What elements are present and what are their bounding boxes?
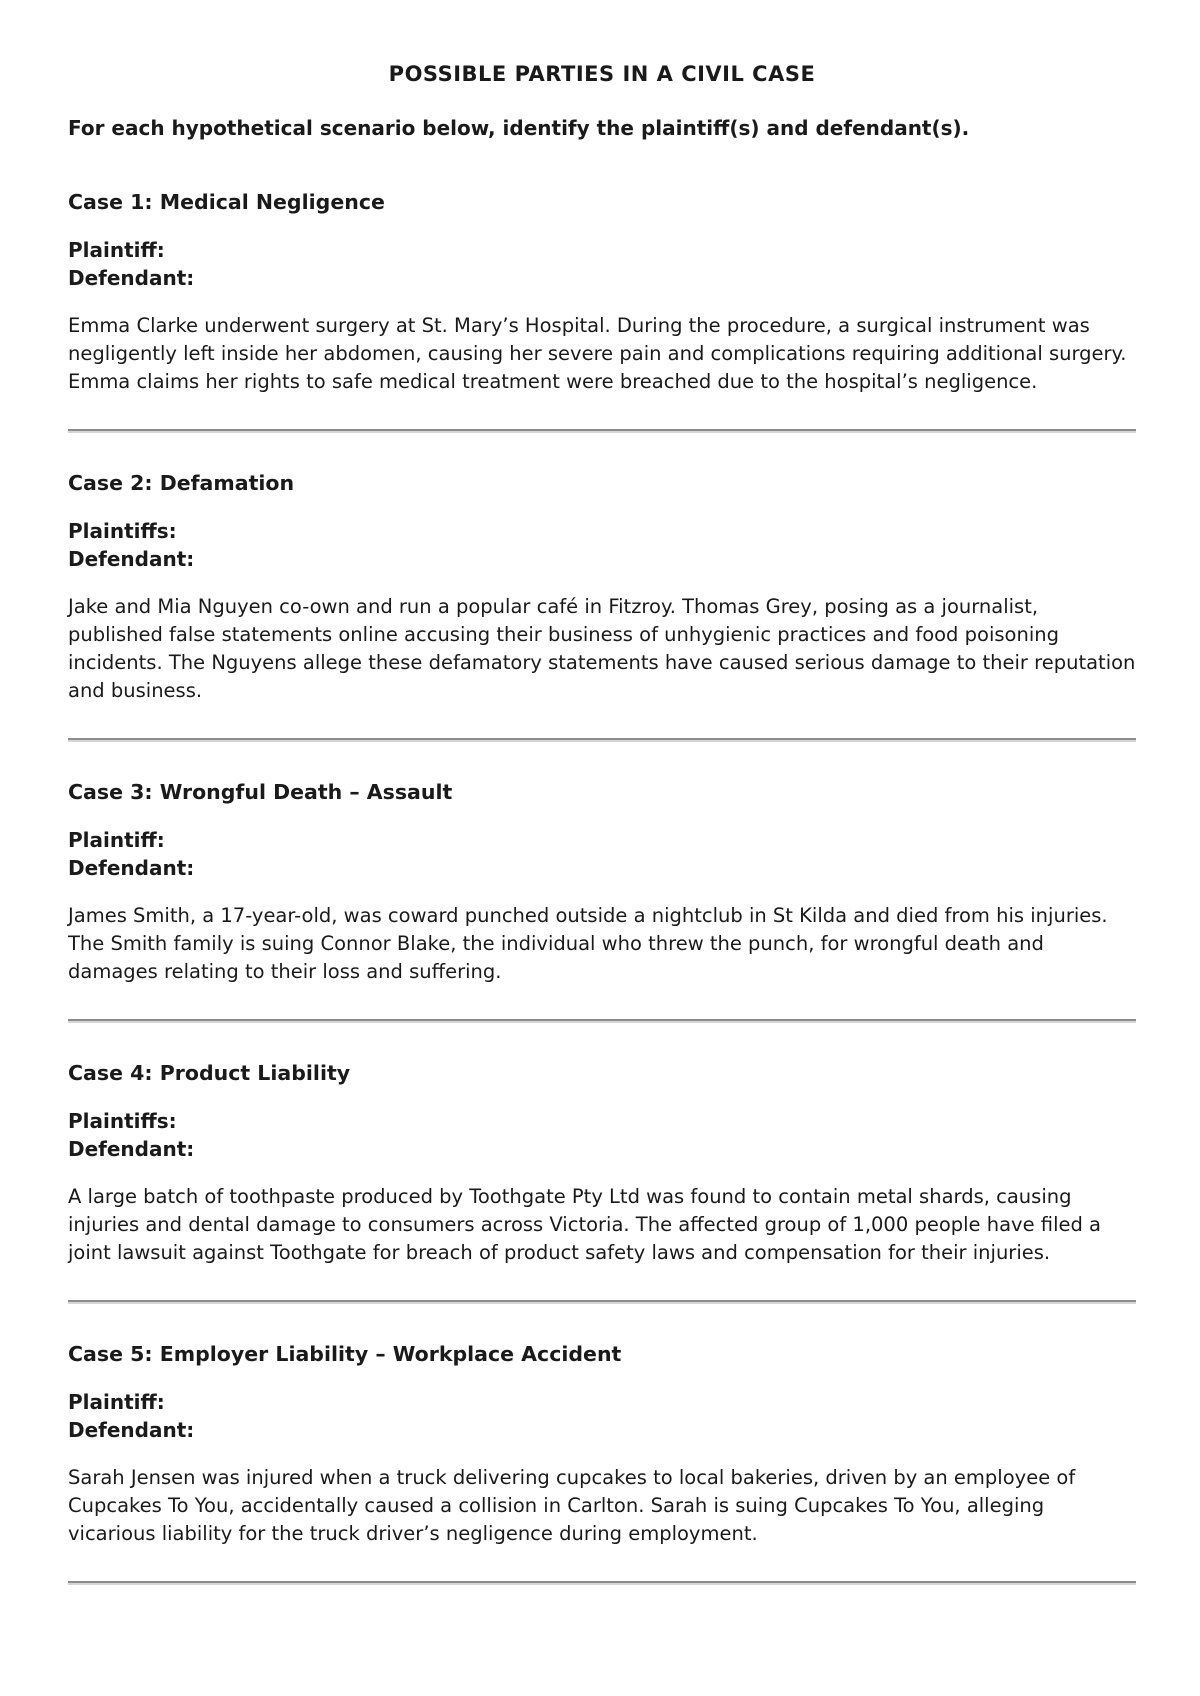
case-section-3 — [68, 780, 1136, 985]
party-labels — [68, 1388, 1136, 1444]
party-labels — [68, 1107, 1136, 1163]
plaintiff-label: Plaintiff: — [68, 238, 165, 263]
intro-text: For each hypothetical scenario below, identify the plaintiff(s) and defendant(s). — [68, 116, 970, 140]
section-divider — [68, 1581, 1136, 1585]
case-body: Jake and Mia Nguyen co-own and run a popular café in Fitzroy. Thomas Grey, posing as a journalist, published false statements online accusing their business of unhygienic practices and food poisoning incidents. The Nguyens allege these defamatory statements have caused serious damage to their reputation and business. — [68, 595, 1136, 702]
case-body: Sarah Jensen was injured when a truck delivering cupcakes to local bakeries, driven by an employee of Cupcakes To You, accidentally caused a collision in Carlton. Sarah is suing Cupcakes To You, alleging vicarious liability for the truck driver’s negligence during employment. — [68, 1466, 1076, 1545]
case-section-4 — [68, 1061, 1136, 1266]
case-body: James Smith, a 17-year-old, was coward punched outside a nightclub in St Kilda and died from his injuries. The Smith family is suing Connor Blake, the individual who threw the punch, for wrongful death and damages relating to their loss and suffering. — [68, 904, 1108, 983]
case-heading: Case 3: Wrongful Death – Assault — [68, 780, 453, 805]
page-title: POSSIBLE PARTIES IN A CIVIL CASE — [388, 62, 816, 86]
section-divider — [68, 1300, 1136, 1304]
defendant-label: Defendant: — [68, 1137, 195, 1162]
case-body: Emma Clarke underwent surgery at St. Mary’s Hospital. During the procedure, a surgical instrument was negligently left inside her abdomen, causing her severe pain and complications requiring additional surgery. Emma claims her rights to safe medical treatment were breached due to the hospital’s negligence. — [68, 314, 1127, 393]
section-divider — [68, 738, 1136, 742]
defendant-label: Defendant: — [68, 547, 195, 572]
plaintiff-label: Plaintiff: — [68, 1390, 165, 1415]
party-labels — [68, 236, 1136, 292]
plaintiff-label: Plaintiffs: — [68, 1109, 177, 1134]
party-labels — [68, 826, 1136, 882]
case-body: A large batch of toothpaste produced by Toothgate Pty Ltd was found to contain metal shards, causing injuries and dental damage to consumers across Victoria. The affected group of 1,000 people have filed a joint lawsuit against Toothgate for breach of product safety laws and compensation for their injuries. — [68, 1185, 1102, 1264]
defendant-label: Defendant: — [68, 266, 195, 291]
case-heading: Case 5: Employer Liability – Workplace Accident — [68, 1342, 622, 1367]
section-divider — [68, 429, 1136, 433]
case-section-1 — [68, 190, 1136, 395]
case-section-5 — [68, 1342, 1136, 1547]
plaintiff-label: Plaintiffs: — [68, 519, 177, 544]
case-section-2 — [68, 471, 1136, 704]
party-labels — [68, 517, 1136, 573]
defendant-label: Defendant: — [68, 1418, 195, 1443]
defendant-label: Defendant: — [68, 856, 195, 881]
case-heading: Case 2: Defamation — [68, 471, 295, 496]
plaintiff-label: Plaintiff: — [68, 828, 165, 853]
case-heading: Case 1: Medical Negligence — [68, 190, 385, 215]
case-heading: Case 4: Product Liability — [68, 1061, 351, 1086]
section-divider — [68, 1019, 1136, 1023]
